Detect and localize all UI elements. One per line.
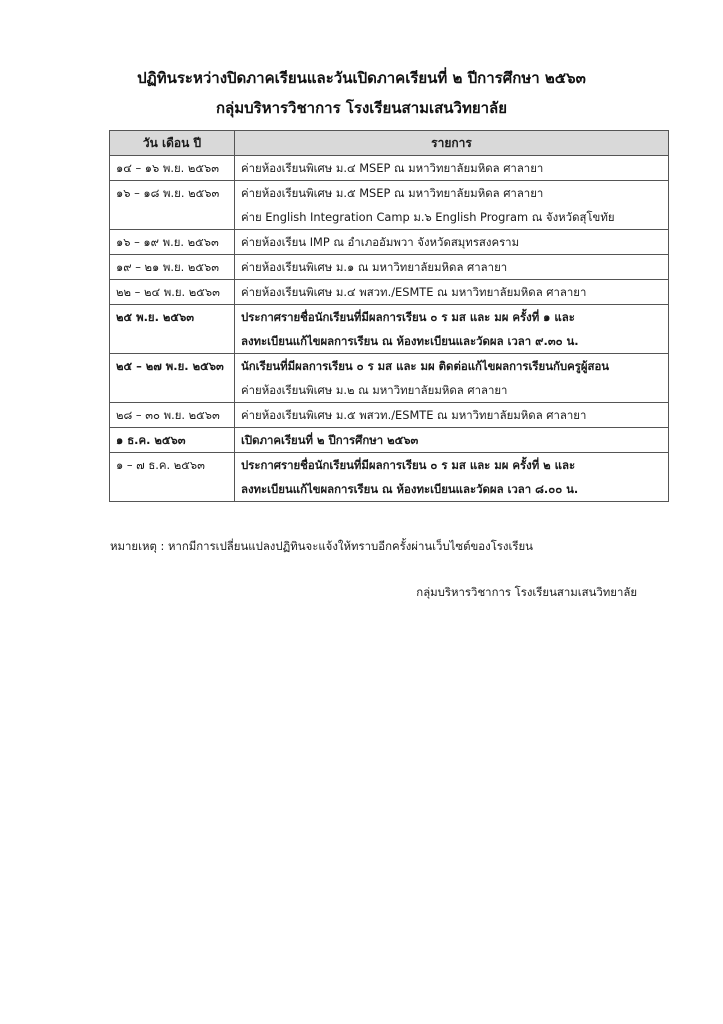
table-row bbox=[110, 428, 669, 453]
column-header-date: วัน เดือน ปี bbox=[110, 131, 235, 156]
row-date: ๒๒ – ๒๔ พ.ย. ๒๕๖๓ bbox=[110, 280, 235, 305]
row-items: ค่ายห้องเรียน IMP ณ อำเภออัมพวา จังหวัดสมุทรสงคราม bbox=[235, 230, 669, 255]
row-items: นักเรียนที่มีผลการเรียน ๐ ร มส และ มผ ติดต่อแก้ไขผลการเรียนกับครูผู้สอน ค่ายห้องเรียนพิเศษ ม.๒ ณ มหาวิทยาลัยมหิดล ศาลายา bbox=[235, 354, 669, 403]
footnote: หมายเหตุ : หากมีการเปลี่ยนแปลงปฏิทินจะแจ้งให้ทราบอีกครั้งผ่านเว็บไซต์ของโรงเรียน bbox=[110, 539, 533, 553]
row-items: ค่ายห้องเรียนพิเศษ ม.๕ พสวท./ESMTE ณ มหาวิทยาลัยมหิดล ศาลายา bbox=[235, 403, 669, 428]
table-row bbox=[110, 255, 669, 280]
row-date: ๒๘ – ๓๐ พ.ย. ๒๕๖๓ bbox=[110, 403, 235, 428]
row-date: ๑ – ๗ ธ.ค. ๒๕๖๓ bbox=[110, 453, 235, 502]
row-items: ค่ายห้องเรียนพิเศษ ม.๑ ณ มหาวิทยาลัยมหิดล ศาลายา bbox=[235, 255, 669, 280]
table-row bbox=[110, 453, 669, 502]
row-date: ๒๕ พ.ย. ๒๕๖๓ bbox=[110, 305, 235, 354]
row-items: ค่ายห้องเรียนพิเศษ ม.๔ พสวท./ESMTE ณ มหาวิทยาลัยมหิดล ศาลายา bbox=[235, 280, 669, 305]
table-row bbox=[110, 230, 669, 255]
signature-line: กลุ่มบริหารวิชาการ โรงเรียนสามเสนวิทยาลัย bbox=[416, 585, 637, 599]
schedule-table bbox=[109, 130, 669, 502]
row-items: ประกาศรายชื่อนักเรียนที่มีผลการเรียน ๐ ร มส และ มผ ครั้งที่ ๒ และ ลงทะเบียนแก้ไขผลการเรียน ณ ห้องทะเบียนและวัดผล เวลา ๘.๐๐ น. bbox=[235, 453, 669, 502]
row-date: ๑๙ – ๒๑ พ.ย. ๒๕๖๓ bbox=[110, 255, 235, 280]
table-row bbox=[110, 156, 669, 181]
row-date: ๑๖ – ๑๘ พ.ย. ๒๕๖๓ bbox=[110, 181, 235, 230]
row-items: ประกาศรายชื่อนักเรียนที่มีผลการเรียน ๐ ร มส และ มผ ครั้งที่ ๑ และ ลงทะเบียนแก้ไขผลการเรียน ณ ห้องทะเบียนและวัดผล เวลา ๙.๓๐ น. bbox=[235, 305, 669, 354]
table-header-row bbox=[110, 131, 669, 156]
table-row bbox=[110, 354, 669, 403]
row-date: ๑ ธ.ค. ๒๕๖๓ bbox=[110, 428, 235, 453]
table-row bbox=[110, 181, 669, 230]
row-date: ๑๖ – ๑๙ พ.ย. ๒๕๖๓ bbox=[110, 230, 235, 255]
row-items: เปิดภาคเรียนที่ ๒ ปีการศึกษา ๒๕๖๓ bbox=[235, 428, 669, 453]
document-title: ปฏิทินระหว่างปิดภาคเรียนและวันเปิดภาคเรียนที่ ๒ ปีการศึกษา ๒๕๖๓ bbox=[137, 69, 586, 87]
row-items: ค่ายห้องเรียนพิเศษ ม.๕ MSEP ณ มหาวิทยาลัยมหิดล ศาลายา ค่าย English Integration Camp ม.๖ English Program ณ จังหวัดสุโขทัย bbox=[235, 181, 669, 230]
row-date: ๒๕ – ๒๗ พ.ย. ๒๕๖๓ bbox=[110, 354, 235, 403]
table-row bbox=[110, 280, 669, 305]
column-header-items: รายการ bbox=[235, 131, 669, 156]
table-row bbox=[110, 403, 669, 428]
row-items: ค่ายห้องเรียนพิเศษ ม.๔ MSEP ณ มหาวิทยาลัยมหิดล ศาลายา bbox=[235, 156, 669, 181]
table-row bbox=[110, 305, 669, 354]
row-date: ๑๔ – ๑๖ พ.ย. ๒๕๖๓ bbox=[110, 156, 235, 181]
document-subtitle: กลุ่มบริหารวิชาการ โรงเรียนสามเสนวิทยาลัย bbox=[215, 99, 508, 117]
